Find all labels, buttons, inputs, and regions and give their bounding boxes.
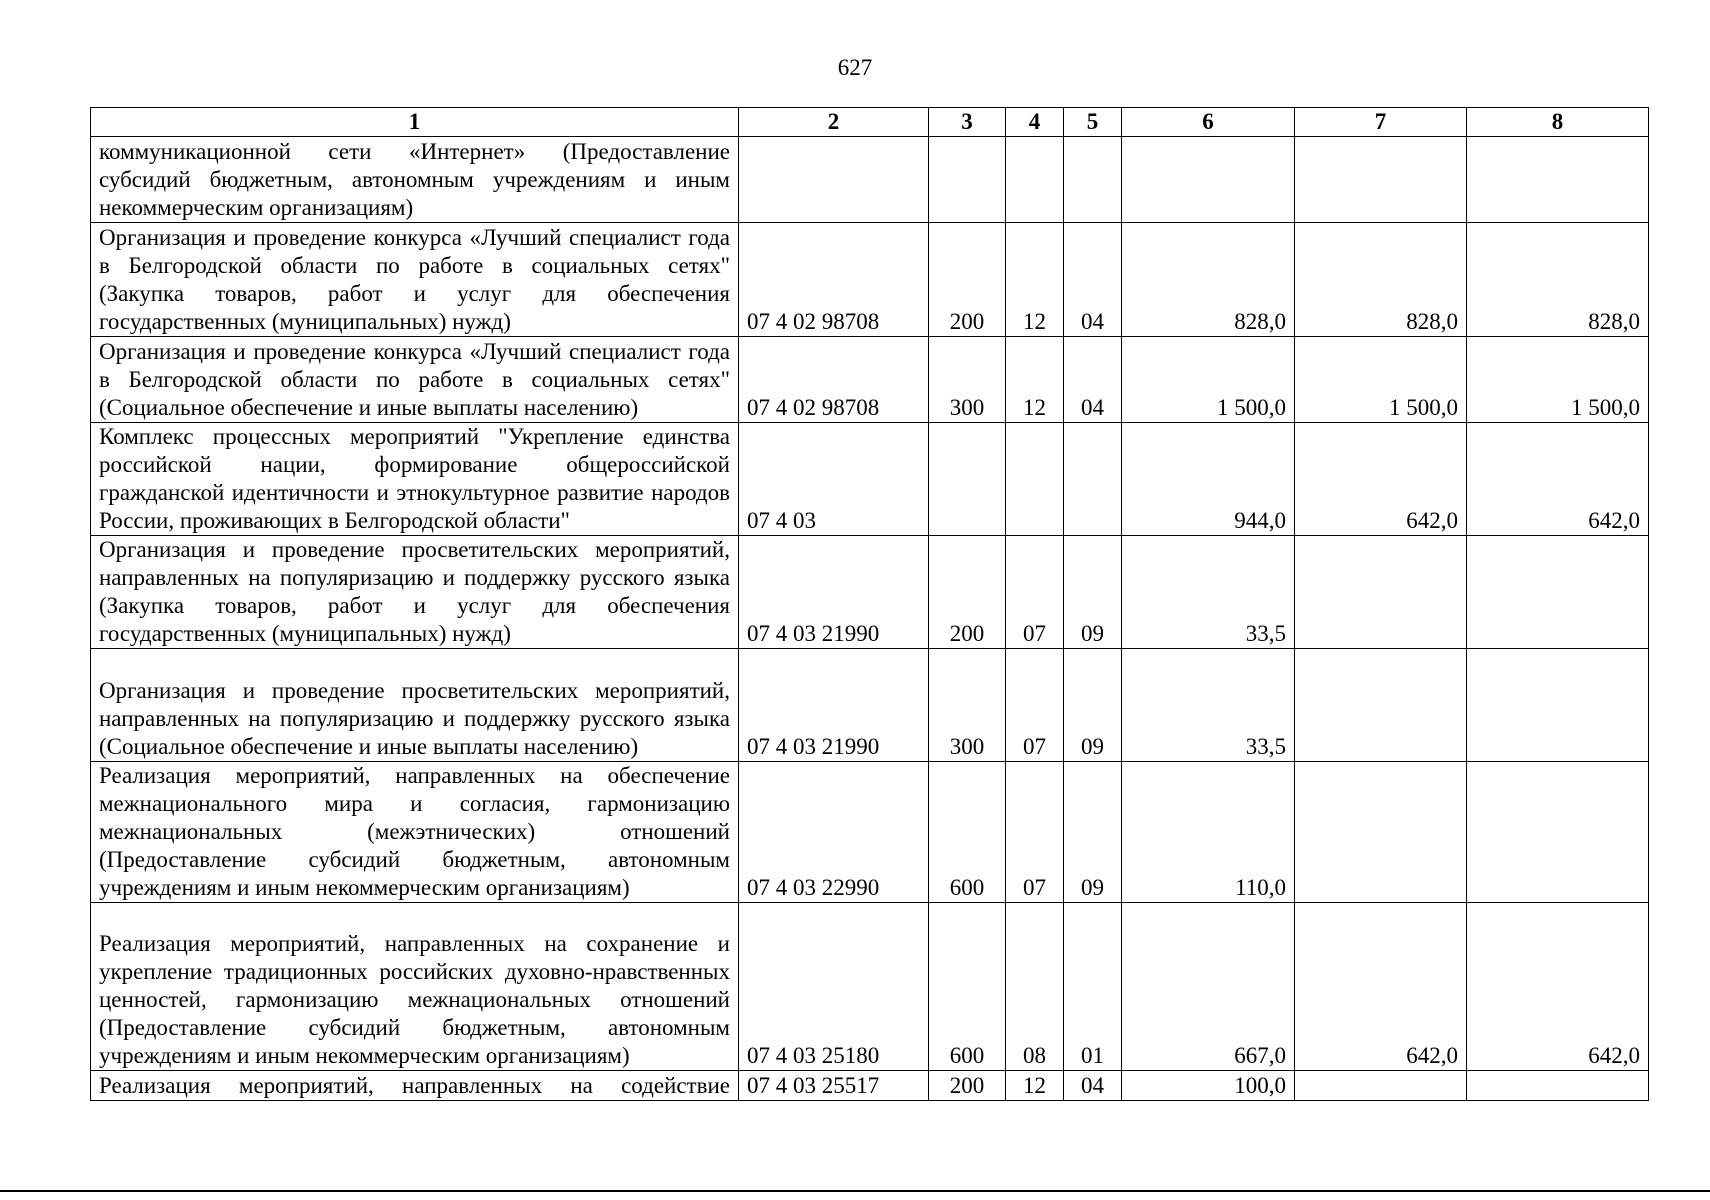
row-code: 07 4 02 98708 [739,337,929,423]
row-c8: 828,0 [1467,223,1649,337]
column-header: 4 [1006,108,1064,137]
column-header: 5 [1064,108,1122,137]
column-header: 1 [91,108,739,137]
row-description: Реализация мероприятий, направленных на содействие [91,1071,739,1101]
row-c6: 828,0 [1122,223,1295,337]
row-c7: 828,0 [1295,223,1467,337]
row-c4: 08 [1006,903,1064,1071]
row-c7 [1295,536,1467,649]
row-code: 07 4 03 [739,423,929,536]
column-header: 7 [1295,108,1467,137]
table-row [91,649,1649,762]
row-description: Организация и проведение просветительских мероприятий, направленных на популяризацию и поддержку русского языка (Социальное обеспечение и иные выплаты населению) [91,649,739,762]
table-row [91,337,1649,423]
row-c6: 110,0 [1122,762,1295,903]
row-c7: 642,0 [1295,423,1467,536]
row-c7 [1295,137,1467,223]
row-c6: 1 500,0 [1122,337,1295,423]
row-description: Реализация мероприятий, направленных на обеспечение межнационального мира и согласия, гармонизацию межнациональных (межэтнических) отношений (Предоставление субсидий бюджетным, автономным учреждениям и иным некоммерческим организациям) [91,762,739,903]
row-description: Организация и проведение конкурса «Лучший специалист года в Белгородской области по работе в социальных сетях" (Социальное обеспечение и иные выплаты населению) [91,337,739,423]
row-code [739,137,929,223]
row-c5: 04 [1064,1071,1122,1101]
budget-table [90,107,1649,1101]
row-c4: 12 [1006,337,1064,423]
row-c8: 1 500,0 [1467,337,1649,423]
row-c6: 667,0 [1122,903,1295,1071]
row-c6 [1122,137,1295,223]
row-c3: 300 [929,649,1006,762]
row-code: 07 4 02 98708 [739,223,929,337]
row-c7: 1 500,0 [1295,337,1467,423]
row-c6: 100,0 [1122,1071,1295,1101]
row-c5: 09 [1064,762,1122,903]
row-code: 07 4 03 25180 [739,903,929,1071]
row-c5 [1064,423,1122,536]
page-number: 627 [837,55,873,80]
table-row [91,223,1649,337]
row-c3: 600 [929,903,1006,1071]
row-c6: 944,0 [1122,423,1295,536]
header-row [91,108,1649,137]
table-row [91,1071,1649,1101]
row-c3 [929,137,1006,223]
row-code: 07 4 03 21990 [739,649,929,762]
column-header: 8 [1467,108,1649,137]
row-c5: 04 [1064,337,1122,423]
row-c5: 09 [1064,649,1122,762]
row-c4: 07 [1006,762,1064,903]
column-header: 3 [929,108,1006,137]
row-c7: 642,0 [1295,903,1467,1071]
row-c8: 642,0 [1467,903,1649,1071]
row-c8 [1467,649,1649,762]
row-c4 [1006,137,1064,223]
row-c7 [1295,1071,1467,1101]
row-description: коммуникационной сети «Интернет» (Предоставление субсидий бюджетным, автономным учреждениям и иным некоммерческим организациям) [91,137,739,223]
row-c4: 12 [1006,223,1064,337]
row-c3: 200 [929,223,1006,337]
column-header: 2 [739,108,929,137]
row-c3: 200 [929,1071,1006,1101]
row-c5: 04 [1064,223,1122,337]
row-description: Организация и проведение конкурса «Лучший специалист года в Белгородской области по работе в социальных сетях" (Закупка товаров, работ и услуг для обеспечения государственных (муниципальных) нужд) [91,223,739,337]
row-code: 07 4 03 22990 [739,762,929,903]
row-c8 [1467,762,1649,903]
row-c8 [1467,1071,1649,1101]
row-code: 07 4 03 25517 [739,1071,929,1101]
table-row [91,903,1649,1071]
column-header: 6 [1122,108,1295,137]
row-c6: 33,5 [1122,536,1295,649]
row-description: Комплекс процессных мероприятий "Укрепление единства российской нации, формирование общероссийской гражданской идентичности и этнокультурное развитие народов России, проживающих в Белгородской области" [91,423,739,536]
row-description: Реализация мероприятий, направленных на сохранение и укрепление традиционных российских духовно-нравственных ценностей, гармонизацию межнациональных отношений (Предоставление субсидий бюджетным, автономным учреждениям и иным некоммерческим организациям) [91,903,739,1071]
row-c8: 642,0 [1467,423,1649,536]
row-c5: 09 [1064,536,1122,649]
table-row [91,536,1649,649]
row-c4 [1006,423,1064,536]
table-row [91,423,1649,536]
row-code: 07 4 03 21990 [739,536,929,649]
table-row [91,137,1649,223]
table-row [91,762,1649,903]
row-c6: 33,5 [1122,649,1295,762]
row-c8 [1467,536,1649,649]
row-c3: 200 [929,536,1006,649]
row-c3: 300 [929,337,1006,423]
row-c8 [1467,137,1649,223]
row-description: Организация и проведение просветительских мероприятий, направленных на популяризацию и поддержку русского языка (Закупка товаров, работ и услуг для обеспечения государственных (муниципальных) нужд) [91,536,739,649]
row-c7 [1295,762,1467,903]
row-c3: 600 [929,762,1006,903]
row-c5: 01 [1064,903,1122,1071]
row-c3 [929,423,1006,536]
row-c5 [1064,137,1122,223]
row-c7 [1295,649,1467,762]
row-c4: 07 [1006,649,1064,762]
row-c4: 12 [1006,1071,1064,1101]
bottom-scan-border [0,1190,1710,1192]
row-c4: 07 [1006,536,1064,649]
